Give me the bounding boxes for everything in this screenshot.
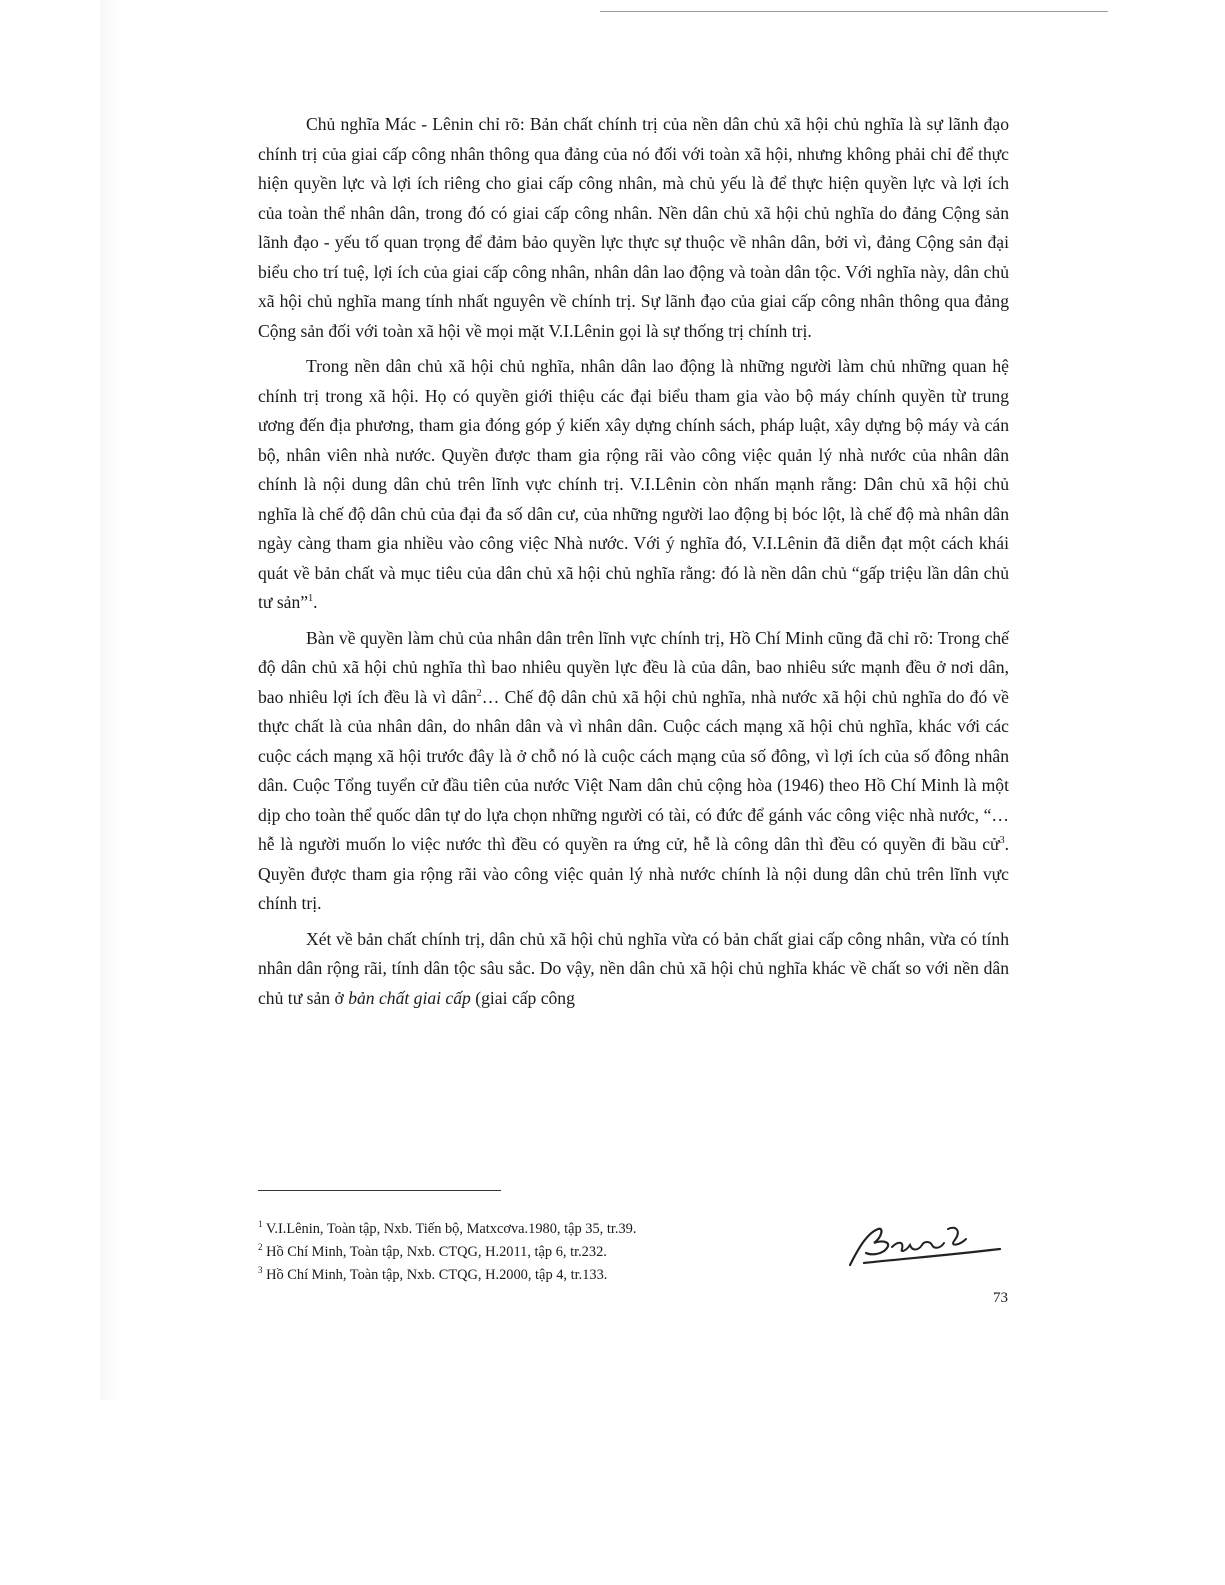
footnote-number: 1 [258, 1219, 263, 1230]
paragraph [258, 110, 1009, 346]
footnote [258, 1218, 818, 1241]
footnote-text: Hồ Chí Minh, Toàn tập, Nxb. CTQG, H.2000, tập 4, tr.133. [266, 1267, 608, 1283]
footnote [258, 1241, 818, 1264]
footnote-ref: 3 [999, 835, 1005, 847]
body-text [258, 110, 1009, 1019]
footnote-number: 3 [258, 1265, 263, 1276]
footnote-ref: 2 [476, 687, 482, 699]
footnote-ref: 1 [308, 593, 314, 605]
footnote-text: Hồ Chí Minh, Toàn tập, Nxb. CTQG, H.2011, tập 6, tr.232. [266, 1244, 607, 1260]
scan-shadow [100, 0, 122, 1400]
paragraph-text: Chủ nghĩa Mác - Lênin chỉ rõ: Bản chất chính trị của nền dân chủ xã hội chủ nghĩa là sự lãnh đạo chính trị của giai cấp công nhân thông qua đảng của nó đối với toàn xã hội, nhưng không phải chỉ để thực hiện quyền lực và lợi ích riêng cho giai cấp công nhân, mà chủ yếu là để thực hiện quyền lực và lợi ích của toàn thể nhân dân, trong đó có giai cấp công nhân. Nền dân chủ xã hội chủ nghĩa do đảng Cộng sản lãnh đạo - yếu tố quan trọng để đảm bảo quyền lực thực sự thuộc về nhân dân, bởi vì, đảng Cộng sản đại biểu cho trí tuệ, lợi ích của giai cấp công nhân, nhân dân lao động và toàn dân tộc. Với nghĩa này, dân chủ xã hội chủ nghĩa mang tính nhất nguyên về chính trị. Sự lãnh đạo của giai cấp công nhân thông qua đảng Cộng sản đối với toàn xã hội về mọi mặt V.I.Lênin gọi là sự thống trị chính trị. [258, 114, 1009, 341]
footnote-separator [258, 1190, 501, 1191]
paragraph [258, 624, 1009, 919]
paragraph-text: (giai cấp công [470, 987, 575, 1008]
paragraph-text: Bàn về quyền làm chủ của nhân dân trên lĩnh vực chính trị, Hồ Chí Minh cũng đã chỉ rõ: Trong chế độ dân chủ xã hội chủ nghĩa thì bao nhiêu quyền lực đều là của dân, bao nhiêu sức mạnh đều ở nơi dân, bao nhiêu lợi ích đều là vì dân [258, 627, 1009, 707]
emphasis-text: bản chất giai cấp [348, 987, 471, 1008]
footnote [258, 1264, 818, 1287]
paragraph-text: . [313, 592, 318, 612]
top-rule [600, 11, 1108, 12]
paragraph [258, 925, 1009, 1014]
page-number: 73 [993, 1290, 1008, 1306]
footnote-number: 2 [258, 1242, 263, 1253]
paragraph-text: … Chế độ dân chủ xã hội chủ nghĩa, nhà nước xã hội chủ nghĩa do đó về thực chất là của nhân dân, do nhân dân và vì nhân dân. Cuộc cách mạng xã hội chủ nghĩa, khác với các cuộc cách mạng xã hội trước đây là ở chỗ nó là cuộc cách mạng của số đông, vì lợi ích của số đông nhân dân. Cuộc Tổng tuyển cử đầu tiên của nước Việt Nam dân chủ cộng hòa (1946) theo Hồ Chí Minh là một dịp cho toàn thể quốc dân tự do lựa chọn những người có tài, có đức để gánh vác công việc nhà nước, “… hễ là người muốn lo việc nước thì đều có quyền ra ứng cử, hễ là công dân thì đều có quyền đi bầu cử [258, 686, 1009, 854]
paragraph-text: . Quyền được tham gia rộng rãi vào công việc quản lý nhà nước chính là nội dung dân chủ trên lĩnh vực chính trị. [258, 834, 1009, 913]
paragraph [258, 352, 1009, 618]
footnote-text: V.I.Lênin, Toàn tập, Nxb. Tiến bộ, Matxcơva.1980, tập 35, tr.39. [265, 1221, 637, 1237]
footnotes [258, 1218, 818, 1287]
paragraph-text: Trong nền dân chủ xã hội chủ nghĩa, nhân dân lao động là những người làm chủ những quan hệ chính trị trong xã hội. Họ có quyền giới thiệu các đại biểu tham gia vào bộ máy chính quyền từ trung ương đến địa phương, tham gia đóng góp ý kiến xây dựng chính sách, pháp luật, xây dựng bộ máy và cán bộ, nhân viên nhà nước. Quyền được tham gia rộng rãi vào công việc quản lý nhà nước của nhân dân chính là nội dung dân chủ trên lĩnh vực chính trị. V.I.Lênin còn nhấn mạnh rằng: Dân chủ xã hội chủ nghĩa là chế độ dân chủ của đại đa số dân cư, của những người lao động bị bóc lột, là chế độ mà nhân dân ngày càng tham gia nhiều vào công việc Nhà nước. Với ý nghĩa đó, V.I.Lênin đã diễn đạt một cách khái quát về bản chất và mục tiêu của dân chủ xã hội chủ nghĩa rằng: đó là nền dân chủ “gấp triệu lần dân chủ tư sản” [258, 356, 1009, 612]
paragraph-text: Xét về bản chất chính trị, dân chủ xã hội chủ nghĩa vừa có bản chất giai cấp công nhân, vừa có tính nhân dân rộng rãi, tính dân tộc sâu sắc. Do vậy, nền dân chủ xã hội chủ nghĩa khác về chất so với nền dân chủ tư sản ở [258, 928, 1009, 1008]
handwritten-signature [840, 1215, 1010, 1275]
